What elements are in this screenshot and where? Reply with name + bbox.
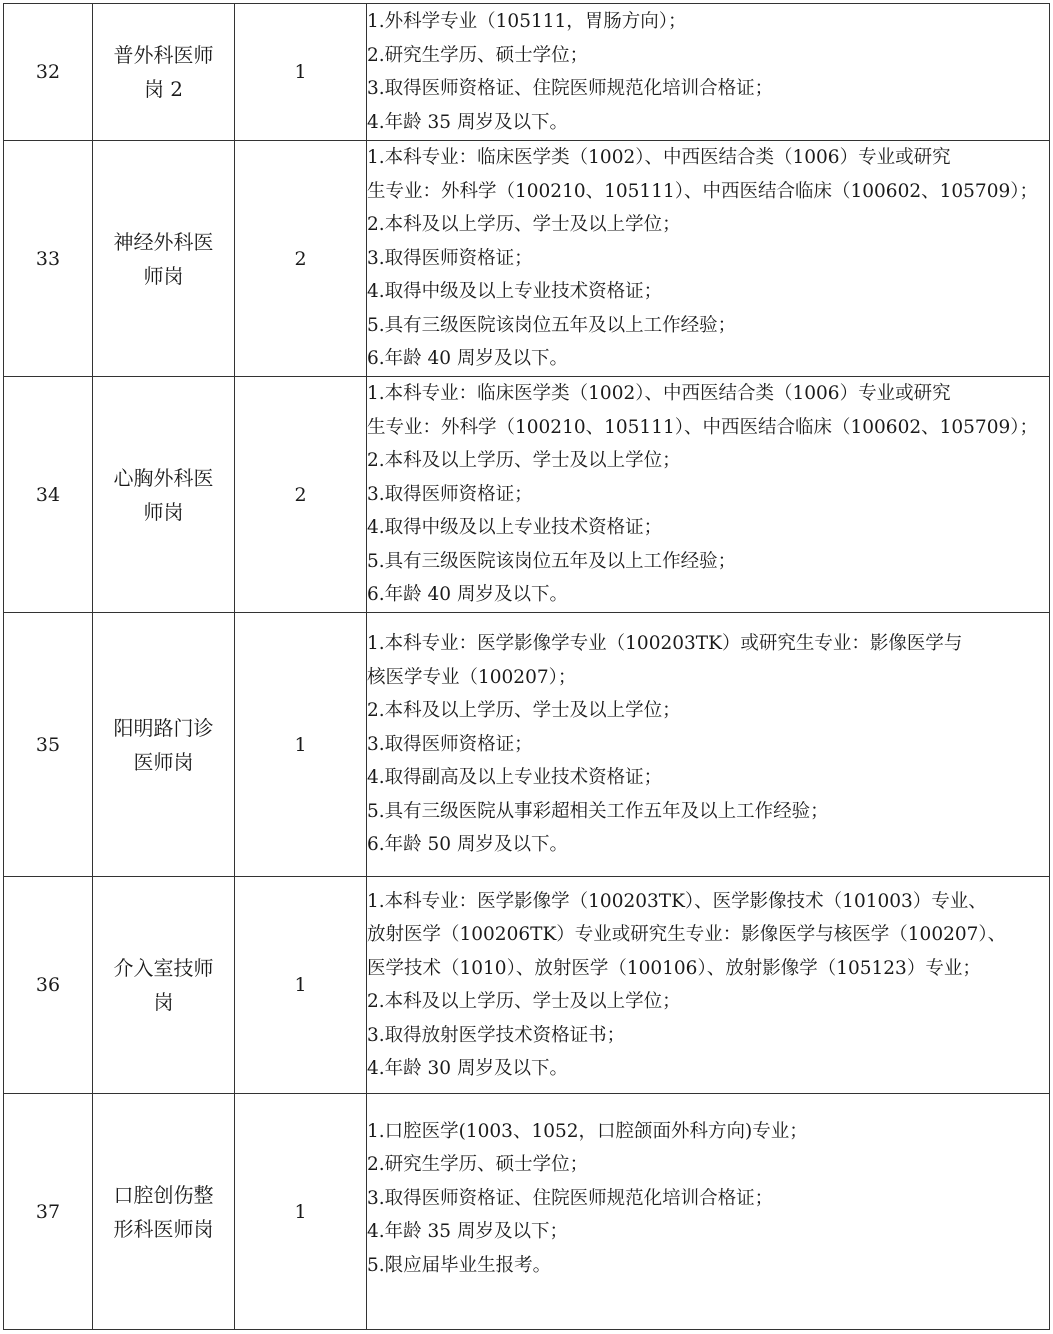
requirements — [367, 877, 1050, 1094]
requirement-line: 3.取得医师资格证； — [367, 733, 533, 755]
requirement-line: 1.本科专业：医学影像学（100203TK）、医学影像技术（101003）专业、 — [367, 890, 987, 912]
requirement-line: 放射医学（100206TK）专业或研究生专业：影像医学与核医学（100207）、 — [367, 924, 1007, 945]
requirements — [367, 377, 1050, 613]
post-name-line: 师岗 — [143, 263, 184, 288]
post-name-line: 岗 — [153, 990, 174, 1014]
headcount: 1 — [235, 1094, 367, 1330]
post-name-line: 医师岗 — [133, 749, 194, 774]
requirement-line: 2.研究生学历、硕士学位； — [367, 44, 589, 66]
requirement-line: 1.外科学专业（105111，胃肠方向）； — [367, 11, 687, 32]
headcount: 2 — [235, 377, 367, 613]
requirement-line: 2.本科及以上学历、学士及以上学位； — [367, 700, 681, 722]
post-name — [93, 377, 235, 613]
requirement-line: 4.取得中级及以上专业技术资格证； — [367, 517, 663, 539]
requirement-line: 生专业：外科学（100210、105111）、中西医结合临床（100602、105709）； — [367, 180, 1038, 202]
post-name-line: 师岗 — [143, 499, 184, 524]
requirements — [367, 613, 1050, 877]
headcount: 1 — [235, 877, 367, 1094]
post-name-line: 普外科医师 — [113, 43, 214, 67]
requirement-line: 2.本科及以上学历、学士及以上学位； — [367, 214, 681, 236]
requirement-line: 3.取得医师资格证； — [367, 483, 533, 505]
table-row — [4, 613, 1050, 877]
post-name-line: 阳明路门诊 — [113, 715, 214, 740]
requirement-line: 2.本科及以上学历、学士及以上学位； — [367, 450, 681, 472]
headcount: 1 — [235, 4, 367, 141]
requirement-line: 1.本科专业：医学影像学专业（100203TK）或研究生专业：影像医学与 — [367, 633, 963, 655]
requirement-line: 2.研究生学历、硕士学位； — [367, 1154, 589, 1176]
requirement-line: 4.取得中级及以上专业技术资格证； — [367, 281, 663, 303]
requirement-line: 4.年龄 30 周岁及以下。 — [367, 1058, 568, 1079]
post-name-line: 介入室技师 — [113, 956, 214, 980]
post-name — [93, 877, 235, 1094]
recruitment-table — [3, 3, 1050, 1330]
post-name — [93, 141, 235, 377]
requirement-line: 3.取得医师资格证； — [367, 247, 533, 269]
requirement-line: 1.本科专业：临床医学类（1002）、中西医结合类（1006）专业或研究 — [367, 383, 951, 405]
requirement-line: 6.年龄 40 周岁及以下。 — [367, 584, 568, 606]
headcount: 2 — [235, 141, 367, 377]
requirements — [367, 1094, 1050, 1330]
requirement-line: 5.具有三级医院该岗位五年及以上工作经验； — [367, 550, 737, 572]
requirements — [367, 4, 1050, 141]
requirement-line: 1.口腔医学(1003、1052，口腔颌面外科方向)专业； — [367, 1120, 808, 1142]
requirement-line: 6.年龄 40 周岁及以下。 — [367, 348, 568, 370]
post-name-line: 神经外科医 — [113, 229, 214, 254]
row-number: 32 — [4, 4, 93, 141]
requirement-line: 3.取得医师资格证、住院医师规范化培训合格证； — [367, 78, 774, 99]
row-number: 36 — [4, 877, 93, 1094]
post-name-line: 形科医师岗 — [113, 1216, 214, 1241]
requirement-line: 4.年龄 35 周岁及以下。 — [367, 111, 568, 133]
requirement-line: 5.具有三级医院从事彩超相关工作五年及以上工作经验； — [367, 800, 829, 822]
requirement-line: 核医学专业（100207）； — [367, 666, 577, 688]
row-number: 34 — [4, 377, 93, 613]
post-name-line: 岗 2 — [143, 77, 184, 101]
row-number: 35 — [4, 613, 93, 877]
post-name-line: 心胸外科医 — [113, 465, 214, 490]
requirement-line: 3.取得放射医学技术资格证书； — [367, 1024, 626, 1046]
row-number: 37 — [4, 1094, 93, 1330]
table-row — [4, 1094, 1050, 1330]
requirement-line: 5.具有三级医院该岗位五年及以上工作经验； — [367, 314, 737, 336]
row-number: 33 — [4, 141, 93, 377]
requirement-line: 医学技术（1010）、放射医学（100106）、放射影像学（105123）专业； — [367, 957, 981, 979]
table-row — [4, 377, 1050, 613]
requirements — [367, 141, 1050, 377]
requirement-line: 4.年龄 35 周岁及以下； — [367, 1221, 568, 1243]
table-row — [4, 877, 1050, 1094]
table-row — [4, 4, 1050, 141]
post-name-line: 口腔创伤整 — [113, 1182, 214, 1207]
requirement-line: 2.本科及以上学历、学士及以上学位； — [367, 991, 681, 1012]
post-name — [93, 1094, 235, 1330]
requirement-line: 1.本科专业：临床医学类（1002）、中西医结合类（1006）专业或研究 — [367, 147, 951, 169]
requirement-line: 5.限应届毕业生报考。 — [367, 1254, 552, 1276]
requirement-line: 生专业：外科学（100210、105111）、中西医结合临床（100602、105709）； — [367, 416, 1038, 438]
table-row — [4, 141, 1050, 377]
requirement-line: 6.年龄 50 周岁及以下。 — [367, 834, 568, 856]
requirement-line: 4.取得副高及以上专业技术资格证； — [367, 767, 663, 789]
headcount: 1 — [235, 613, 367, 877]
post-name — [93, 4, 235, 141]
requirement-line: 3.取得医师资格证、住院医师规范化培训合格证； — [367, 1187, 774, 1209]
post-name — [93, 613, 235, 877]
